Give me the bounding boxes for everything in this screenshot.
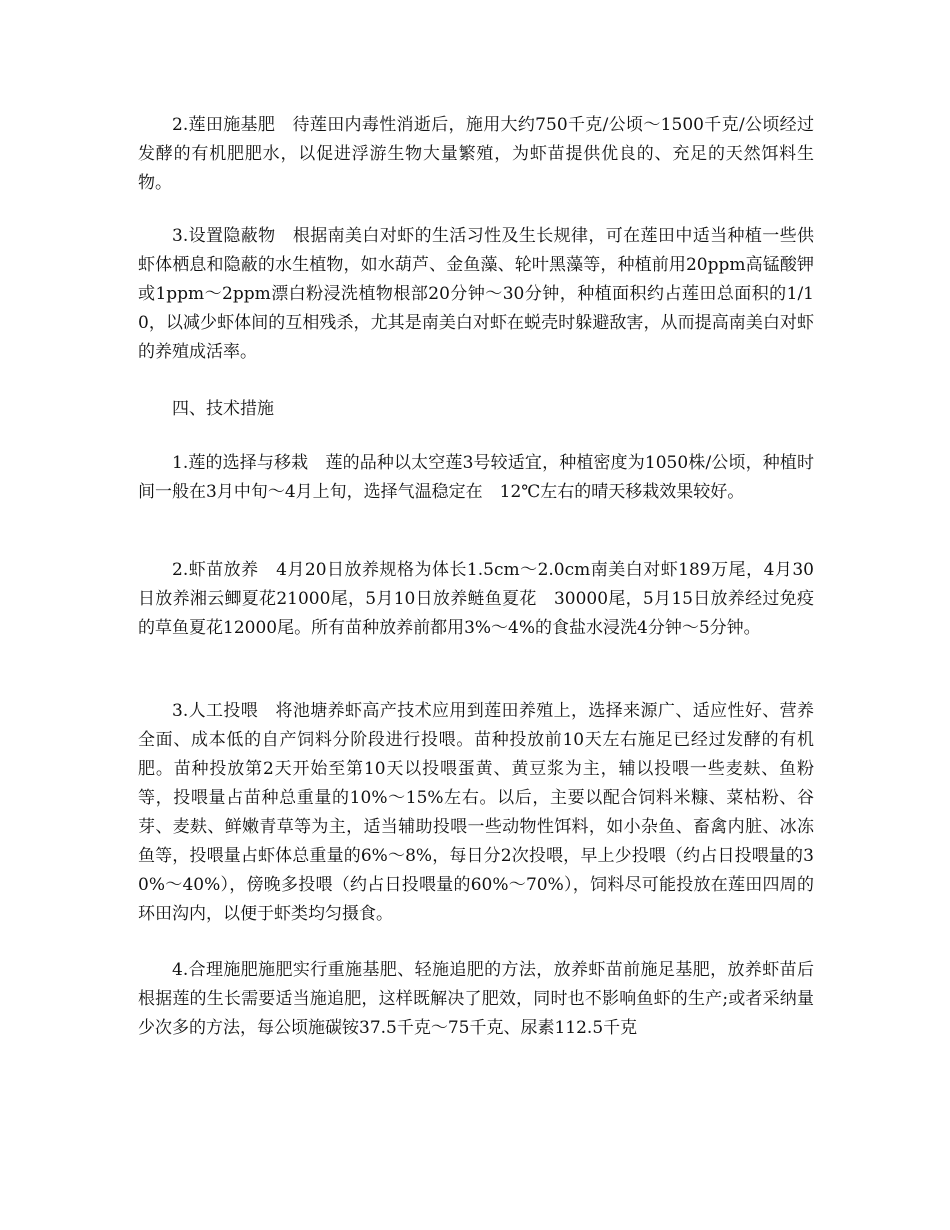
paragraph-shrimp-stocking: 2.虾苗放养 4月20日放养规格为体长1.5cm～2.0cm南美白对虾189万尾，4月30日放养湘云鲫夏花21000尾，5月10日放养鲢鱼夏花 30000尾，5月15日放养经过免疫的草鱼夏花12000尾。所有苗种放养前都用3%～4%的食盐水浸洗4分钟～5分钟。 bbox=[138, 560, 814, 638]
paragraph-fertilization: 4.合理施肥施肥实行重施基肥、轻施追肥的方法，放养虾苗前施足基肥，放养虾苗后根据莲的生长需要适当施追肥，这样既解决了肥效，同时也不影响鱼虾的生产;或者采纳量少次多的方法，每公顷施碳铵37.5千克～75千克、尿素112.5千克 bbox=[138, 960, 814, 1038]
section-heading-technical-measures: 四、技术措施 bbox=[172, 399, 274, 419]
paragraph-base-fertilizer: 2.莲田施基肥 待莲田内毒性消逝后，施用大约750千克/公顷～1500千克/公顷经过发酵的有机肥肥水，以促进浮游生物大量繁殖，为虾苗提供优良的、充足的天然饵料生物。 bbox=[138, 115, 814, 193]
paragraph-artificial-feeding: 3.人工投喂 将池塘养虾高产技术应用到莲田养殖上，选择来源广、适应性好、营养全面、成本低的自产饲料分阶段进行投喂。苗种投放前10天左右施足已经过发酵的有机肥。苗种投放第2天开始至第10天以投喂蛋黄、黄豆浆为主，辅以投喂一些麦麸、鱼粉等，投喂量占苗种总重量的10%～15%左右。以后，主要以配合饲料米糠、菜枯粉、谷芽、麦麸、鲜嫩青草等为主，适当辅助投喂一些动物性饵料，如小杂鱼、畜禽内脏、冰冻鱼等，投喂量占虾体总重量的6%～8%，每日分2次投喂，早上少投喂（约占日投喂量的30%～40%），傍晚多投喂（约占日投喂量的60%～70%），饲料尽可能投放在莲田四周的环田沟内，以便于虾类均匀摄食。 bbox=[138, 701, 814, 924]
paragraph-lotus-selection: 1.莲的选择与移栽 莲的品种以太空莲3号较适宜，种植密度为1050株/公顷，种植时间一般在3月中旬～4月上旬，选择气温稳定在 12℃左右的晴天移栽效果较好。 bbox=[138, 453, 814, 502]
paragraph-shelter: 3.设置隐蔽物 根据南美白对虾的生活习性及生长规律，可在莲田中适当种植一些供虾体栖息和隐蔽的水生植物，如水葫芦、金鱼藻、轮叶黑藻等，种植前用20ppm高锰酸钾或1ppm～2ppm漂白粉浸洗植物根部20分钟～30分钟，种植面积约占莲田总面积的1/10，以减少虾体间的互相残杀，尤其是南美白对虾在蜕壳时躲避敌害，从而提高南美白对虾的养殖成活率。 bbox=[138, 226, 814, 362]
